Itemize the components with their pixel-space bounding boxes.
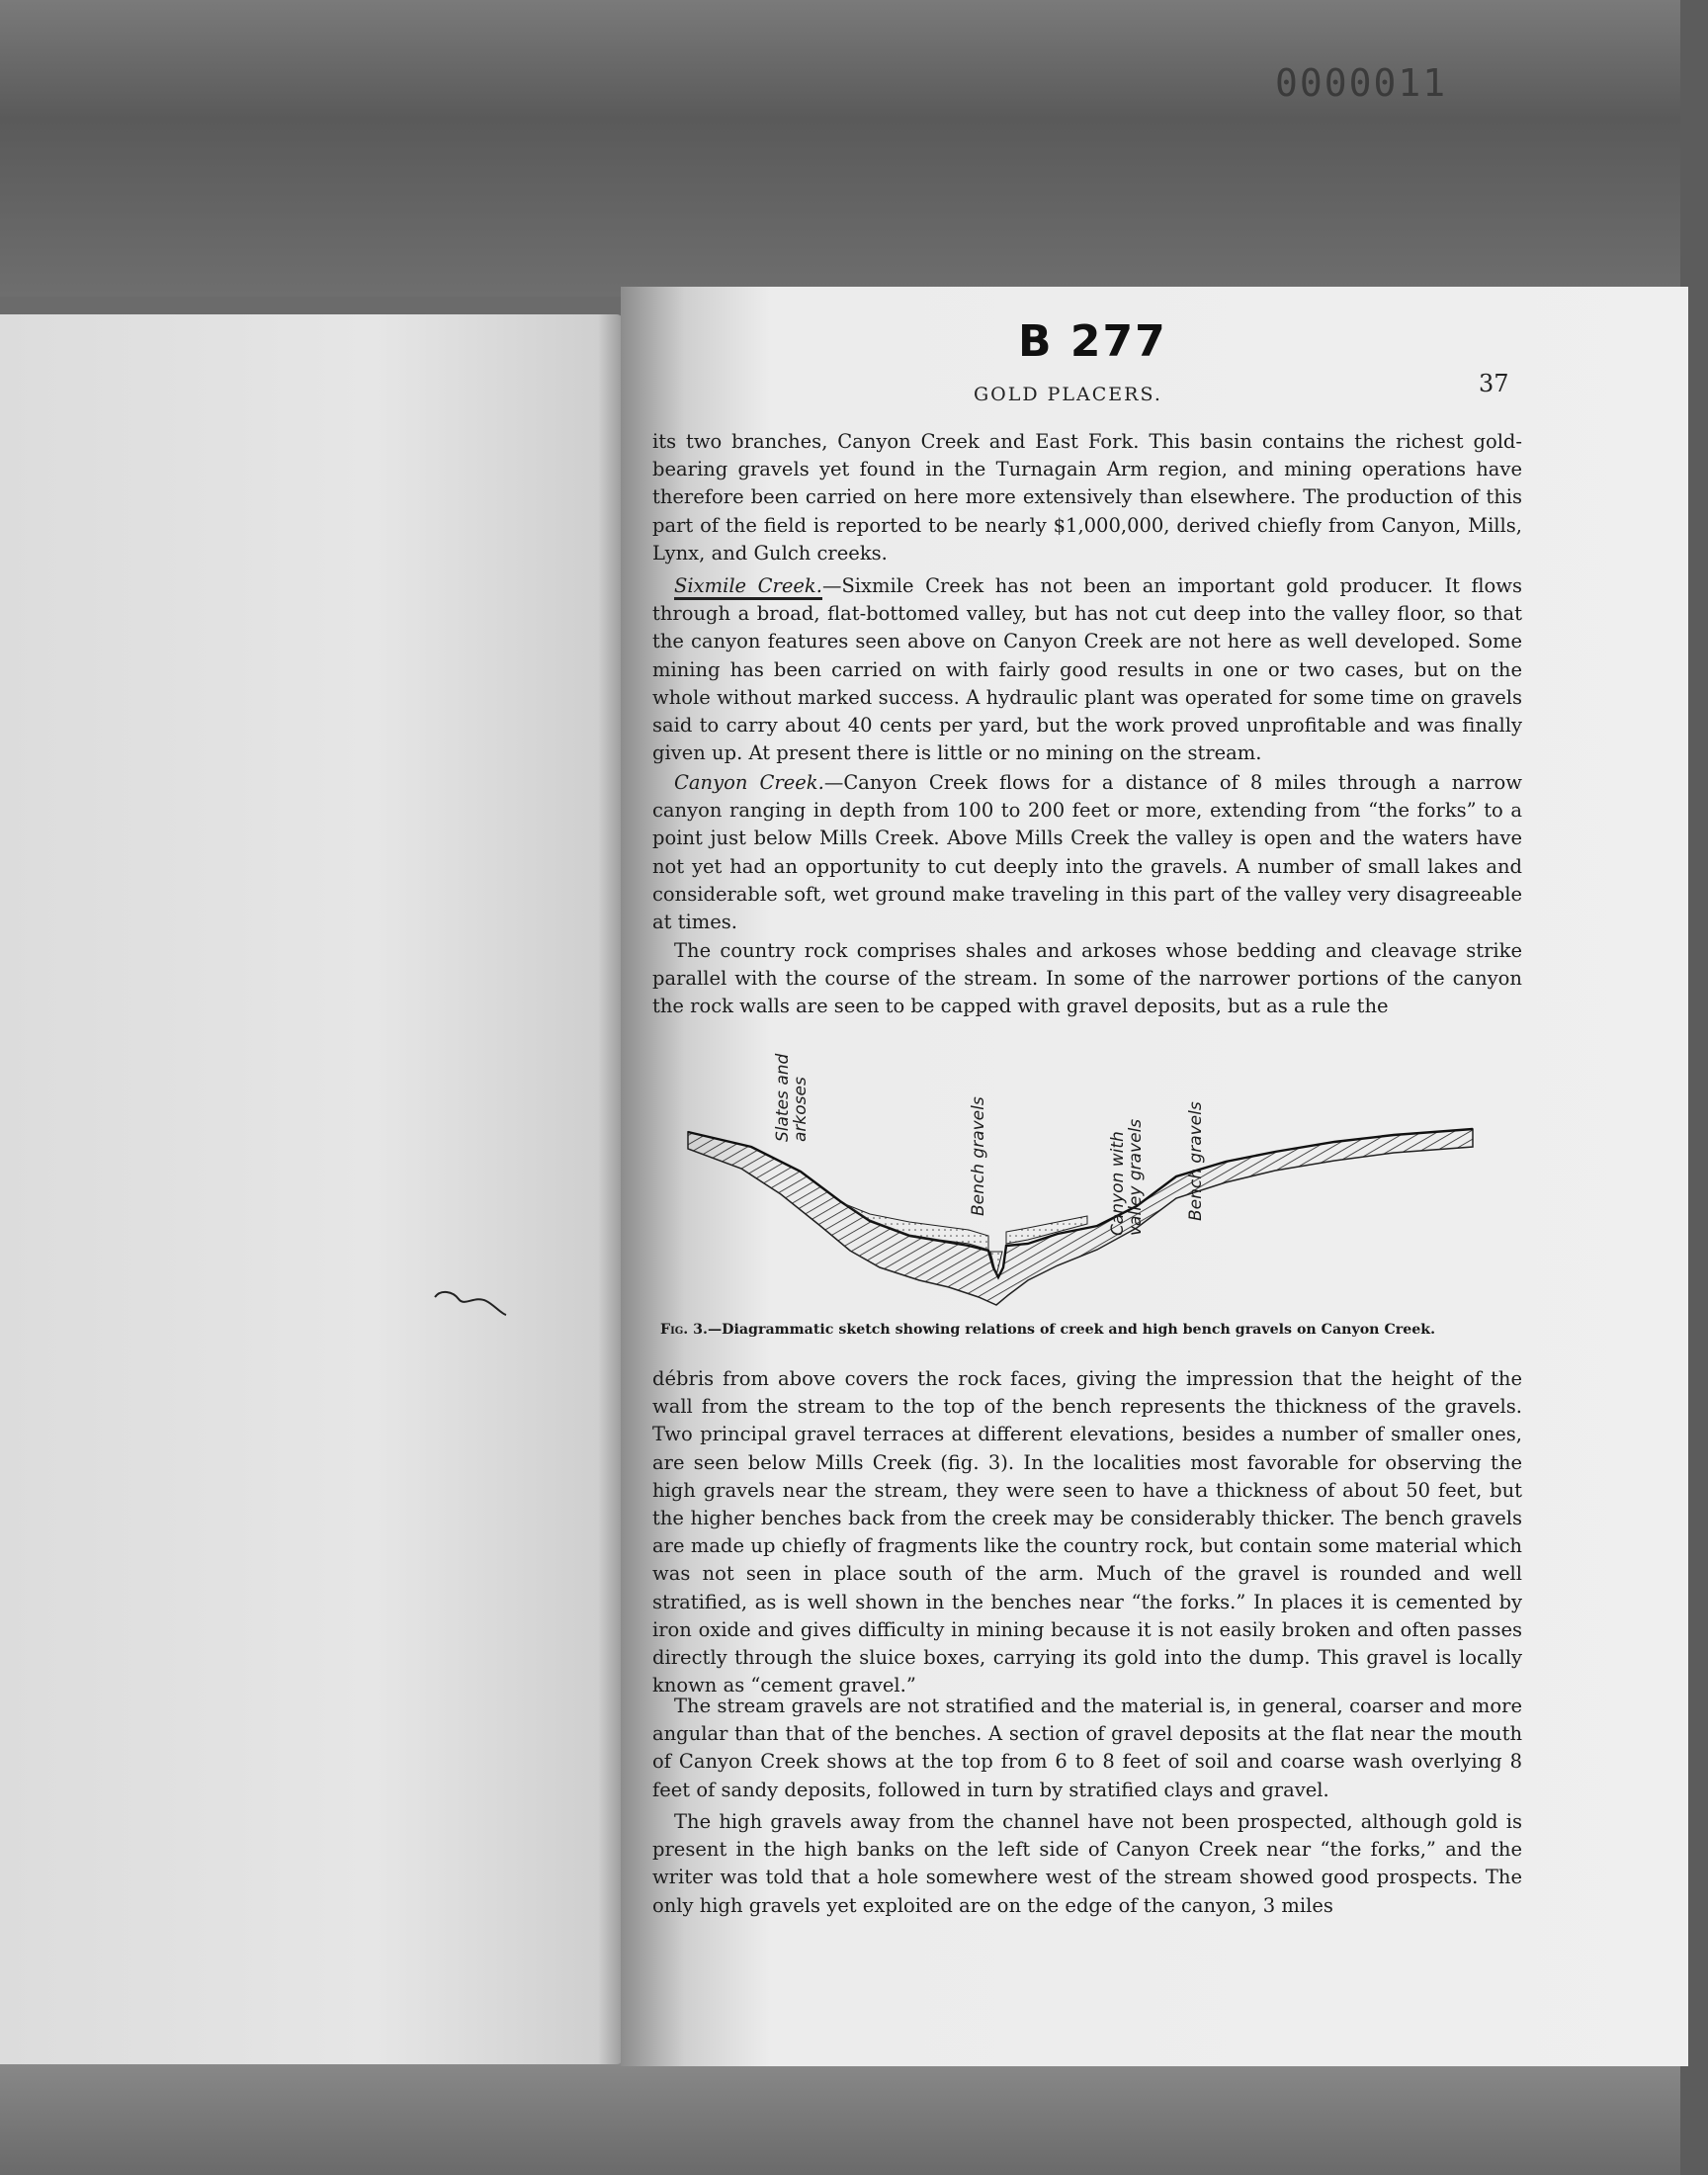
- scanner-background-bottom: [0, 2056, 1708, 2175]
- label-slates-line-1: Slates and: [773, 1053, 793, 1142]
- label-bench-gravels-right: [1186, 1101, 1206, 1221]
- high-gravels-text: The high gravels away from the channel have not been prospected, although gold is present in the high banks on the left side of Canyon Creek near “the forks,” and the writer was told that a hole somewhere west of the stream showed good prospects. The only high gravels yet exploited are on the edge of the canyon, 3 miles: [652, 1810, 1522, 1917]
- sixmile-text: —Sixmile Creek has not been an important gold producer. It flows through a broad, flat-bottomed valley, but has not cut deep into the valley floor, so that the canyon features seen above on Canyon Creek are not here as well developed. Some mining has been carried on with fairly good results in one or two cases, but on the whole without marked success. A hydraulic plant was operated for some time on gravels said to carry about 40 cents per yard, but the work proved unprofitable and was finally given up. At present there is little or no mining on the stream.: [652, 574, 1522, 765]
- pen-scribble: [431, 1285, 510, 1325]
- paragraph-canyon: [652, 769, 1522, 936]
- label-bench-right-text: Bench gravels: [1186, 1101, 1206, 1221]
- sixmile-heading: Sixmile Creek.: [674, 574, 822, 600]
- label-slates-arkoses: [773, 1053, 811, 1142]
- debris-text: débris from above covers the rock faces, giving the impression that the height of the wall from the stream to the top of the bench represents the thickness of the gravels. Two principal gravel terraces at different elevations, besides a number of smaller ones, are seen below Mills Creek (fig. 3). In the localities most favorable for observing the high gravels near the stream, they were seen to have a thickness of about 50 feet, but the higher benches back from the creek may be considerably thicker. The bench gravels are made up chiefly of fragments like the country rock, but contain some material which was not seen in place south of the arm. Much of the gravel is rounded and well stratified, as is well shown in the benches near “the forks.” In places it is cemented by iron oxide and gives difficulty in mining because it is not easily broken and often passes directly through the sluice boxes, carrying its gold into the dump. This gravel is locally known as “cement gravel.”: [652, 1367, 1522, 1697]
- figure-3-diagram: [682, 1038, 1502, 1315]
- label-bench-left-text: Bench gravels: [969, 1096, 988, 1216]
- label-canyon-line-2: valley gravels: [1126, 1118, 1146, 1236]
- caption-text: —Diagrammatic sketch showing relations of creek and high bench gravels on Canyon Creek.: [707, 1322, 1436, 1338]
- scan-stamp: 0000011: [1275, 61, 1448, 105]
- label-canyon-valley-gravels: [1108, 1119, 1146, 1236]
- paragraph-high-gravels: [652, 1808, 1522, 1920]
- label-canyon-line-1: Canyon with: [1108, 1131, 1128, 1236]
- canyon-heading: Canyon Creek.: [674, 771, 824, 794]
- left-page: [0, 314, 623, 2064]
- scanner-background-top: [0, 0, 1708, 297]
- paragraph-sixmile: [652, 572, 1522, 767]
- country-rock-text: The country rock comprises shales and arkoses whose bedding and cleavage strike parallel with the course of the stream. In some of the narrower portions of the canyon the rock walls are seen to be capped with gravel deposits, but as a rule the: [652, 939, 1522, 1018]
- page-number: 37: [1479, 370, 1509, 397]
- running-head: GOLD PLACERS.: [974, 384, 1162, 405]
- paragraph-stream-gravels: [652, 1693, 1522, 1804]
- label-slates-line-2: arkoses: [791, 1077, 811, 1142]
- caption-prefix: Fig. 3.: [660, 1322, 708, 1338]
- paragraph-debris: [652, 1365, 1522, 1699]
- paragraph-1-text: its two branches, Canyon Creek and East Fork. This basin contains the richest gold-bearing gravels yet found in the Turnagain Arm region, and mining operations have therefore been carried on here more extensively than elsewhere. The production of this part of the field is reported to be nearly $1,000,000, derived chiefly from Canyon, Mills, Lynx, and Gulch creeks.: [652, 430, 1522, 565]
- canyon-text: —Canyon Creek flows for a distance of 8 miles through a narrow canyon ranging in depth from 100 to 200 feet or more, extending from “the forks” to a point just below Mills Creek. Above Mills Creek the valley is open and the waters have not yet had an opportunity to cut deeply into the gravels. A number of small lakes and considerable soft, wet ground make traveling in this part of the valley very disagreeable at times.: [652, 771, 1522, 934]
- label-bench-gravels-left: [969, 1096, 988, 1216]
- paragraph-country-rock: [652, 937, 1522, 1021]
- stream-gravels-text: The stream gravels are not stratified and the material is, in general, coarser and more angular than that of the benches. A section of gravel deposits at the flat near the mouth of Canyon Creek shows at the top from 6 to 8 feet of soil and coarse wash overlying 8 feet of sandy deposits, followed in turn by stratified clays and gravel.: [652, 1695, 1522, 1801]
- handwritten-note: B 277: [1018, 316, 1167, 367]
- paragraph-1: [652, 428, 1522, 567]
- figure-caption: [660, 1322, 1530, 1338]
